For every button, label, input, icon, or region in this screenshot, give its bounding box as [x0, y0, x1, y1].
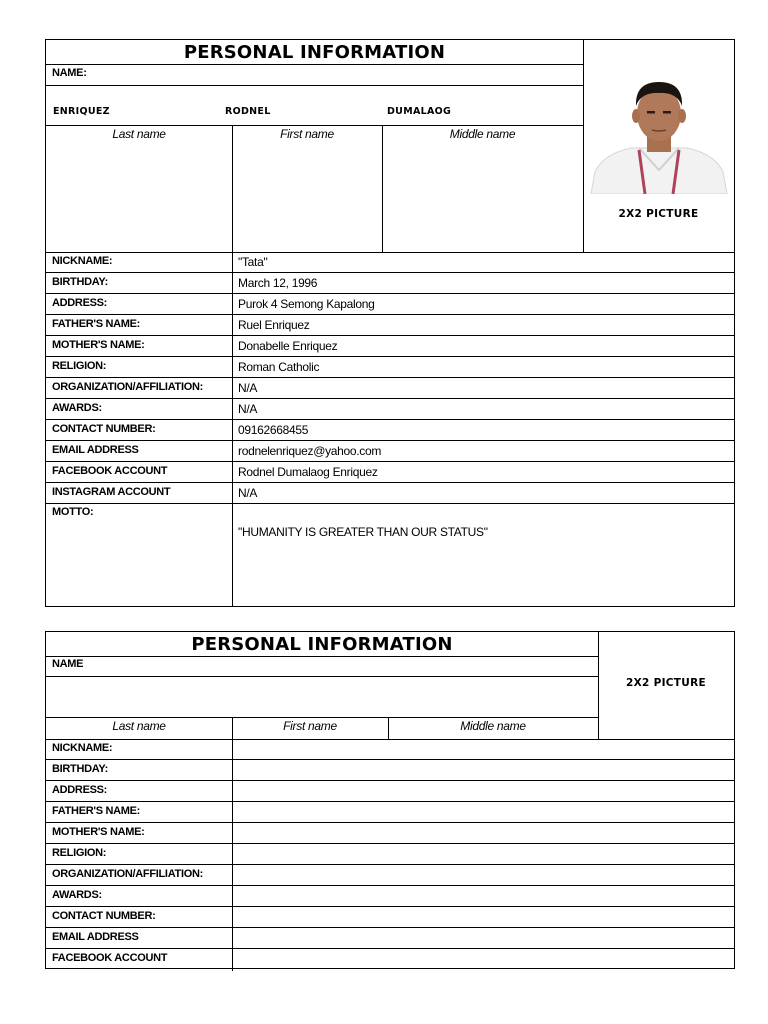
info-row [46, 844, 734, 865]
info-row [46, 294, 734, 315]
field-value: N/A [238, 381, 258, 395]
field-label: ADDRESS: [52, 297, 108, 309]
field-label: CONTACT NUMBER: [52, 423, 156, 435]
first-name-value: RODNEL [225, 106, 271, 117]
info-row [46, 483, 734, 504]
field-label: FATHER'S NAME: [52, 318, 141, 330]
field-label: BIRTHDAY: [52, 276, 108, 288]
field-label: MOTHER'S NAME: [52, 339, 145, 351]
info-row [46, 357, 734, 378]
info-row [46, 928, 734, 949]
field-value: rodnelenriquez@yahoo.com [238, 444, 382, 458]
field-value: March 12, 1996 [238, 276, 318, 290]
field-label: AWARDS: [52, 402, 102, 414]
info-row [46, 336, 734, 357]
info-row [46, 823, 734, 844]
field-label: INSTAGRAM ACCOUNT [52, 486, 171, 498]
field-label: RELIGION: [52, 847, 107, 859]
field-label: FACEBOOK ACCOUNT [52, 465, 168, 477]
info-row [46, 273, 734, 294]
last-name-value: ENRIQUEZ [53, 106, 110, 117]
info-row [46, 315, 734, 336]
info-row [46, 760, 734, 781]
middle-name-caption: Middle name [460, 719, 526, 733]
motto-value: "HUMANITY IS GREATER THAN OUR STATUS" [238, 525, 488, 539]
form-title: PERSONAL INFORMATION [183, 42, 446, 63]
field-label: FACEBOOK ACCOUNT [52, 952, 168, 964]
first-name-caption: First name [280, 127, 334, 141]
info-row [46, 907, 734, 928]
field-value: Rodnel Dumalaog Enriquez [238, 465, 378, 479]
info-row [46, 781, 734, 802]
info-row [46, 252, 734, 273]
field-value: 09162668455 [238, 423, 309, 437]
name-label: NAME [52, 658, 84, 670]
field-label: AWARDS: [52, 889, 102, 901]
info-row [46, 802, 734, 823]
form-title: PERSONAL INFORMATION [191, 634, 453, 655]
field-label: RELIGION: [52, 360, 107, 372]
picture-placeholder-label: 2X2 PICTURE [626, 677, 706, 689]
field-label: CONTACT NUMBER: [52, 910, 156, 922]
field-label: ORGANIZATION/AFFILIATION: [52, 868, 203, 880]
info-row [46, 399, 734, 420]
field-value: Purok 4 Semong Kapalong [238, 297, 375, 311]
field-label: EMAIL ADDRESS [52, 444, 139, 456]
info-row [46, 378, 734, 399]
field-value: N/A [238, 486, 258, 500]
field-label: BIRTHDAY: [52, 763, 108, 775]
field-label: MOTHER'S NAME: [52, 826, 145, 838]
motto-label: MOTTO: [52, 506, 94, 518]
info-row [46, 865, 734, 886]
middle-name-value: DUMALAOG [387, 106, 452, 117]
field-label: ORGANIZATION/AFFILIATION: [52, 381, 203, 393]
field-label: NICKNAME: [52, 255, 113, 267]
info-row [46, 441, 734, 462]
personal-info-form-filled [45, 39, 735, 607]
picture-label: 2X2 PICTURE [618, 208, 699, 220]
field-value: "Tata" [238, 255, 268, 269]
info-row [46, 462, 734, 483]
personal-info-form-blank [45, 631, 735, 969]
last-name-caption: Last name [112, 127, 166, 141]
field-value: Donabelle Enriquez [238, 339, 338, 353]
field-label: ADDRESS: [52, 784, 108, 796]
info-row [46, 739, 734, 760]
field-value: Roman Catholic [238, 360, 320, 374]
field-value: N/A [238, 402, 258, 416]
profile-photo [589, 80, 729, 194]
field-label: FATHER'S NAME: [52, 805, 141, 817]
name-label: NAME: [52, 67, 87, 79]
field-value: Ruel Enriquez [238, 318, 310, 332]
field-label: EMAIL ADDRESS [52, 931, 139, 943]
first-name-caption: First name [283, 719, 337, 733]
field-label: NICKNAME: [52, 742, 113, 754]
last-name-caption: Last name [112, 719, 166, 733]
info-row [46, 420, 734, 441]
info-row [46, 886, 734, 907]
info-row [46, 949, 734, 970]
middle-name-caption: Middle name [449, 127, 516, 141]
